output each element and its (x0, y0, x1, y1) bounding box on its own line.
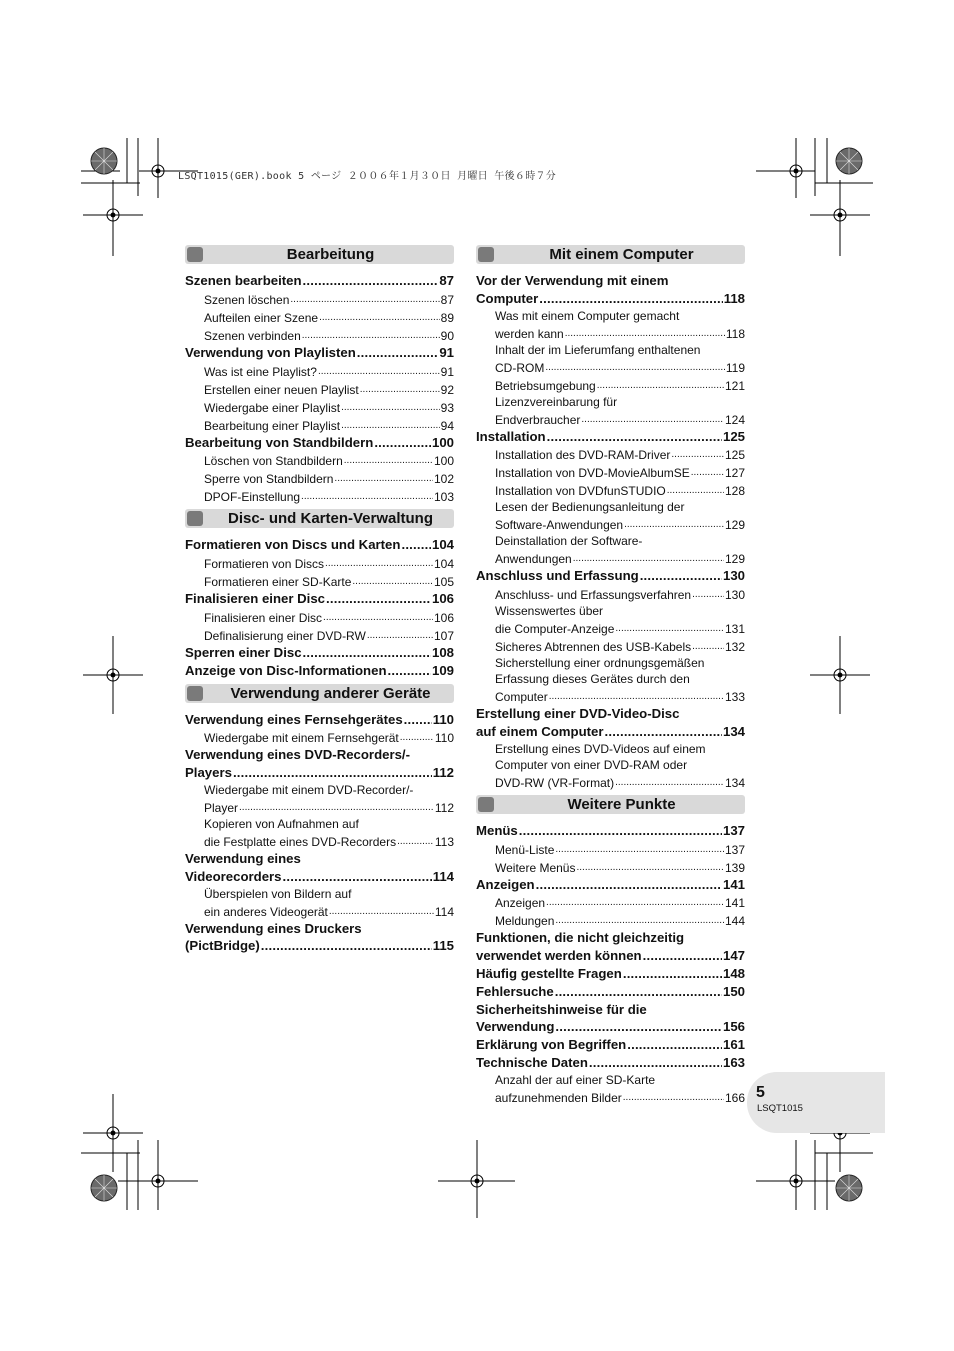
toc-entry-line[interactable]: Funktionen, die nicht gleichzeitig (476, 930, 685, 946)
toc-left-column (185, 245, 454, 955)
toc-subentry-line[interactable]: Wissenswertes über (495, 604, 604, 619)
toc-entry[interactable]: Anzeigen ..... 141 (476, 876, 745, 894)
toc-entry[interactable]: Erklärung von Begriffen ..... 161 (476, 1036, 745, 1054)
section-header-bearbeitung (185, 245, 454, 264)
toc-subentry[interactable]: Anzeigen ..... 141 (476, 893, 745, 911)
toc-subentry-line[interactable]: Anzahl der auf einer SD-Karte (495, 1072, 656, 1087)
toc-subentry[interactable]: Betriebsumgebung ..... 121 (476, 376, 745, 394)
toc-subentry[interactable]: Installation des DVD-RAM-Driver ..... 125 (476, 445, 745, 463)
toc-subentry[interactable]: Anschluss- und Erfassungsverfahren ..... 130 (476, 585, 745, 603)
toc-subentry[interactable]: DVD-RW (VR-Format) ..... 134 (476, 773, 745, 791)
toc-subentry-line[interactable]: Sicherstellung einer ordnungsgemäßen (495, 656, 705, 671)
toc-subentry-line[interactable]: Lesen der Bedienungsanleitung der (495, 500, 685, 515)
toc-subentry[interactable]: Installation von DVDfunSTUDIO ..... 128 (476, 481, 745, 499)
toc-subentry[interactable]: Löschen von Standbildern ..... 100 (185, 451, 454, 469)
toc-entry[interactable]: Bearbeitung von Standbildern ..... 100 (185, 434, 454, 452)
section-bullet-icon (187, 247, 203, 262)
toc-entry[interactable]: Players ..... 112 (185, 764, 454, 782)
section-bullet-icon (187, 686, 203, 701)
model-code: LSQT1015 (757, 1103, 803, 1114)
toc-entry[interactable]: Verwendung ..... 156 (476, 1018, 745, 1036)
toc-entry[interactable]: Sperren einer Disc ..... 108 (185, 644, 454, 662)
toc-subentry[interactable]: die Festplatte eines DVD-Recorders ..... 113 (185, 832, 454, 850)
toc-subentry[interactable]: ein anderes Videogerät ..... 114 (185, 902, 454, 920)
toc-entry[interactable]: Anzeige von Disc-Informationen ..... 109 (185, 662, 454, 680)
toc-subentry[interactable]: Aufteilen einer Szene ..... 89 (185, 308, 454, 326)
toc-entry[interactable]: Verwendung eines Fernsehgerätes ..... 110 (185, 711, 454, 729)
toc-subentry[interactable]: Wiedergabe mit einem Fernsehgerät ..... 110 (185, 728, 454, 746)
toc-entry[interactable]: Menüs ..... 137 (476, 822, 745, 840)
toc-subentry-line[interactable]: Inhalt der im Lieferumfang enthaltenen (495, 342, 701, 357)
toc-entry-line[interactable]: Sicherheitshinweise für die (476, 1001, 647, 1017)
toc-subentry[interactable]: Weitere Menüs ..... 139 (476, 858, 745, 876)
toc-subentry-line[interactable]: Erstellung eines DVD-Videos auf einem (495, 741, 706, 756)
toc-subentry-line[interactable]: Kopieren von Aufnahmen auf (204, 816, 359, 831)
toc-entry[interactable]: Formatieren von Discs und Karten ..... 104 (185, 536, 454, 554)
toc-subentry[interactable]: Anwendungen ..... 129 (476, 549, 745, 567)
toc-entry[interactable]: verwendet werden können ..... 147 (476, 947, 745, 965)
toc-subentry[interactable]: Finalisieren einer Disc ..... 106 (185, 608, 454, 626)
section-header-weitere-punkte (476, 795, 745, 814)
toc-subentry[interactable]: Menü-Liste ..... 137 (476, 840, 745, 858)
toc-subentry[interactable]: Formatieren von Discs ..... 104 (185, 554, 454, 572)
toc-entry[interactable]: Häufig gestellte Fragen ..... 148 (476, 965, 745, 983)
toc-entry[interactable]: Szenen bearbeiten ..... 87 (185, 272, 454, 290)
toc-subentry[interactable]: Erstellen einer neuen Playlist ..... 92 (185, 380, 454, 398)
toc-subentry[interactable]: die Computer-Anzeige ..... 131 (476, 619, 745, 637)
toc-subentry-line[interactable]: Überspielen von Bildern auf (204, 886, 352, 901)
toc-entry[interactable]: Computer ..... 118 (476, 290, 745, 308)
toc-subentry[interactable]: Szenen löschen ..... 87 (185, 290, 454, 308)
toc-entry[interactable]: auf einem Computer ..... 134 (476, 723, 745, 741)
toc-entry-line[interactable]: Verwendung eines Druckers (185, 920, 362, 936)
toc-entry[interactable]: Verwendung von Playlisten ..... 91 (185, 344, 454, 362)
section-header-disc (185, 509, 454, 528)
toc-subentry[interactable]: Player ..... 112 (185, 798, 454, 816)
toc-subentry[interactable]: Installation von DVD-MovieAlbumSE ..... 127 (476, 463, 745, 481)
page-number-badge (747, 1072, 885, 1133)
toc-subentry-line[interactable]: Deinstallation der Software- (495, 534, 643, 549)
toc-subentry[interactable]: Was ist eine Playlist? ..... 91 (185, 362, 454, 380)
toc-subentry[interactable]: Bearbeitung einer Playlist ..... 94 (185, 416, 454, 434)
toc-subentry[interactable]: Software-Anwendungen ..... 129 (476, 515, 745, 533)
section-title: Disc- und Karten-Verwaltung (227, 510, 434, 528)
toc-subentry-line[interactable]: Was mit einem Computer gemacht (495, 308, 680, 323)
toc-subentry[interactable]: werden kann ..... 118 (476, 324, 745, 342)
section-header-computer (476, 245, 745, 264)
toc-right-column (476, 245, 745, 1106)
toc-entry[interactable]: (PictBridge) ..... 115 (185, 937, 454, 955)
section-title: Bearbeitung (286, 246, 375, 263)
toc-entry[interactable]: Anschluss und Erfassung ..... 130 (476, 567, 745, 585)
toc-entry-line[interactable]: Verwendung eines (185, 850, 301, 866)
section-header-andere-geraete (185, 684, 454, 703)
page-number: 5 (756, 1084, 765, 1101)
toc-entry-line[interactable]: Erstellung einer DVD-Video-Disc (476, 706, 680, 722)
toc-subentry[interactable]: Wiedergabe einer Playlist ..... 93 (185, 398, 454, 416)
toc-subentry[interactable]: DPOF-Einstellung ..... 103 (185, 487, 454, 505)
toc-subentry-line[interactable]: Wiedergabe mit einem DVD-Recorder/- (204, 782, 414, 797)
toc-subentry-line[interactable]: Lizenzvereinbarung für (495, 394, 618, 409)
section-title: Verwendung anderer Geräte (230, 684, 431, 702)
toc-subentry-line[interactable]: Computer von einer DVD-RAM oder (495, 757, 688, 772)
toc-subentry[interactable]: Definalisierung einer DVD-RW ..... 107 (185, 626, 454, 644)
toc-entry[interactable]: Fehlersuche ..... 150 (476, 983, 745, 1001)
toc-entry[interactable]: Installation ..... 125 (476, 428, 745, 446)
toc-entry-line[interactable]: Verwendung eines DVD-Recorders/- (185, 747, 410, 763)
print-header-line: LSQT1015(GER).book 5 ページ ２００６年１月３０日 月曜日 午後６時７分 (178, 171, 557, 182)
toc-subentry[interactable]: Meldungen ..... 144 (476, 911, 745, 929)
toc-subentry[interactable]: CD-ROM ..... 119 (476, 358, 745, 376)
toc-subentry[interactable]: aufzunehmenden Bilder ..... 166 (476, 1088, 745, 1106)
toc-subentry[interactable]: Formatieren einer SD-Karte ..... 105 (185, 572, 454, 590)
section-bullet-icon (478, 247, 494, 262)
toc-entry-line[interactable]: Vor der Verwendung mit einem (476, 273, 669, 288)
toc-subentry[interactable]: Sperre von Standbildern ..... 102 (185, 469, 454, 487)
toc-subentry-line[interactable]: Erfassung dieses Gerätes durch den (495, 672, 690, 687)
toc-entry[interactable]: Technische Daten ..... 163 (476, 1054, 745, 1072)
toc-subentry[interactable]: Endverbraucher ..... 124 (476, 410, 745, 428)
toc-subentry[interactable]: Szenen verbinden ..... 90 (185, 326, 454, 344)
toc-subentry[interactable]: Computer ..... 133 (476, 687, 745, 705)
toc-entry[interactable]: Finalisieren einer Disc ..... 106 (185, 590, 454, 608)
section-title: Weitere Punkte (567, 795, 676, 813)
section-bullet-icon (187, 511, 203, 526)
section-title: Mit einem Computer (549, 246, 694, 263)
toc-entry[interactable]: Videorecorders ..... 114 (185, 868, 454, 886)
toc-subentry[interactable]: Sicheres Abtrennen des USB-Kabels ..... 132 (476, 637, 745, 655)
section-bullet-icon (478, 797, 494, 812)
